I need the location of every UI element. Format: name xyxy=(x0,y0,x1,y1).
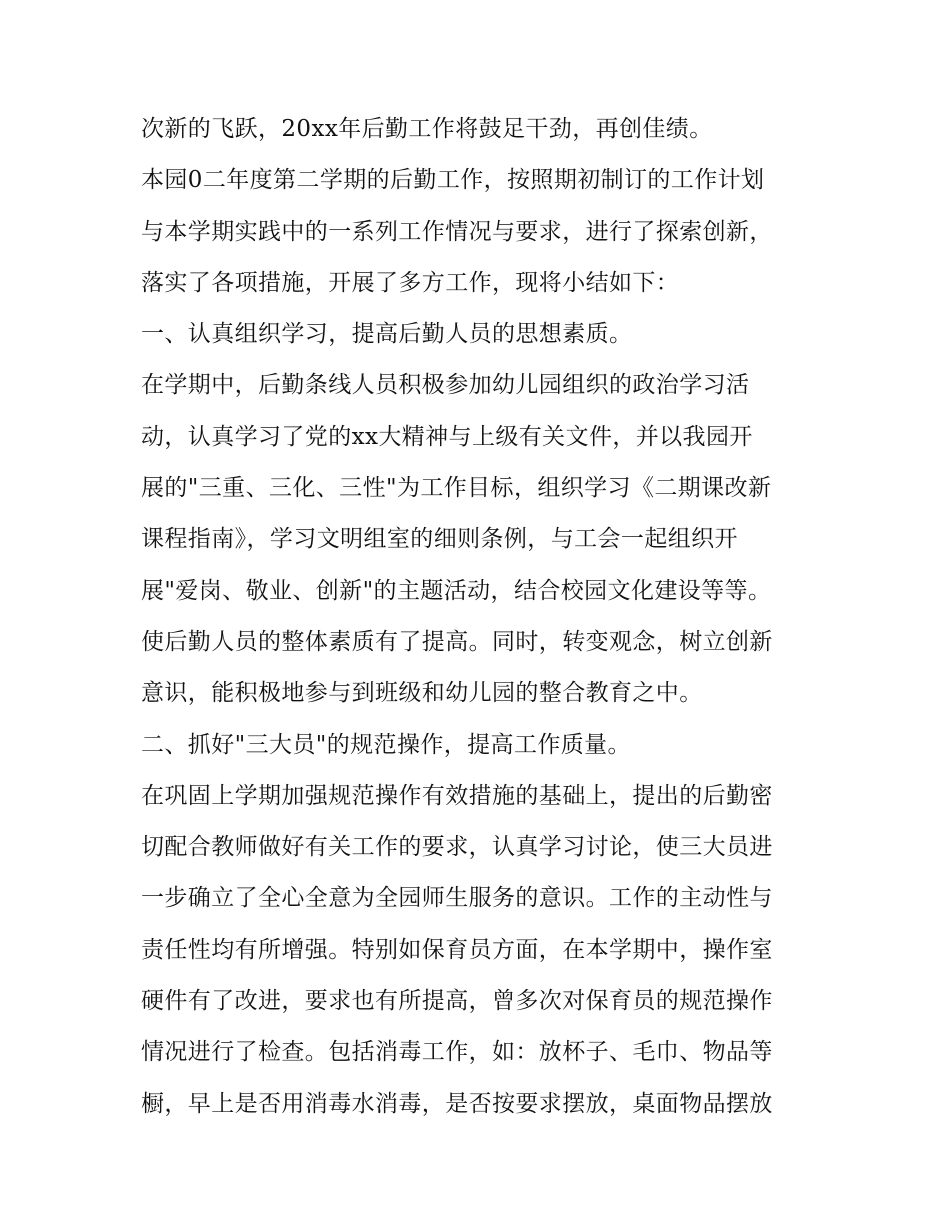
text-line-15: 切配合教师做好有关工作的要求，认真学习讨论，使三大员进 xyxy=(141,834,773,861)
text-line-4: 落实了各项措施，开展了多方工作，现将小结如下： xyxy=(141,269,680,296)
text-line-19: 情况进行了检查。包括消毒工作，如：放杯子、毛巾、物品等 xyxy=(141,1039,773,1066)
text-line-12: 意识，能积极地参与到班级和幼儿园的整合教育之中。 xyxy=(141,680,703,707)
text-line-10: 展"爱岗、敬业、创新"的主题活动，结合校园文化建设等等。 xyxy=(141,577,772,604)
section-heading-2: 二、抓好"三大员"的规范操作，提高工作质量。 xyxy=(141,731,631,758)
text-line-14: 在巩固上学期加强规范操作有效措施的基础上，提出的后勤密 xyxy=(141,782,773,809)
text-line-2: 本园0二年度第二学期的后勤工作，按照期初制订的工作计划 xyxy=(141,167,765,194)
text-line-9: 课程指南》，学习文明组室的细则条例，与工会一起组织开 xyxy=(141,526,738,553)
text-line-20: 橱，早上是否用消毒水消毒，是否按要求摆放，桌面物品摆放 xyxy=(141,1090,773,1117)
text-line-1: 次新的飞跃，20xx年后勤工作将鼓足干劲，再创佳绩。 xyxy=(141,116,713,142)
text-line-8: 展的"三重、三化、三性"为工作目标，组织学习《二期课改新 xyxy=(141,475,772,502)
text-line-3: 与本学期实践中的一系列工作情况与要求，进行了探索创新， xyxy=(141,218,773,245)
text-line-17: 责任性均有所增强。特别如保育员方面，在本学期中，操作室 xyxy=(141,936,773,963)
text-line-18: 硬件有了改进，要求也有所提高，曾多次对保育员的规范操作 xyxy=(141,988,773,1015)
text-line-6: 在学期中，后勤条线人员积极参加幼儿园组织的政治学习活 xyxy=(141,372,750,399)
section-heading-1: 一、认真组织学习，提高后勤人员的思想素质。 xyxy=(141,321,633,348)
text-line-16: 一步确立了全心全意为全园师生服务的意识。工作的主动性与 xyxy=(141,885,773,912)
text-line-7: 动，认真学习了党的xx大精神与上级有关文件，并以我园开 xyxy=(141,423,753,450)
document-body xyxy=(141,104,821,1130)
text-line-11: 使后勤人员的整体素质有了提高。同时，转变观念，树立创新 xyxy=(141,628,773,655)
